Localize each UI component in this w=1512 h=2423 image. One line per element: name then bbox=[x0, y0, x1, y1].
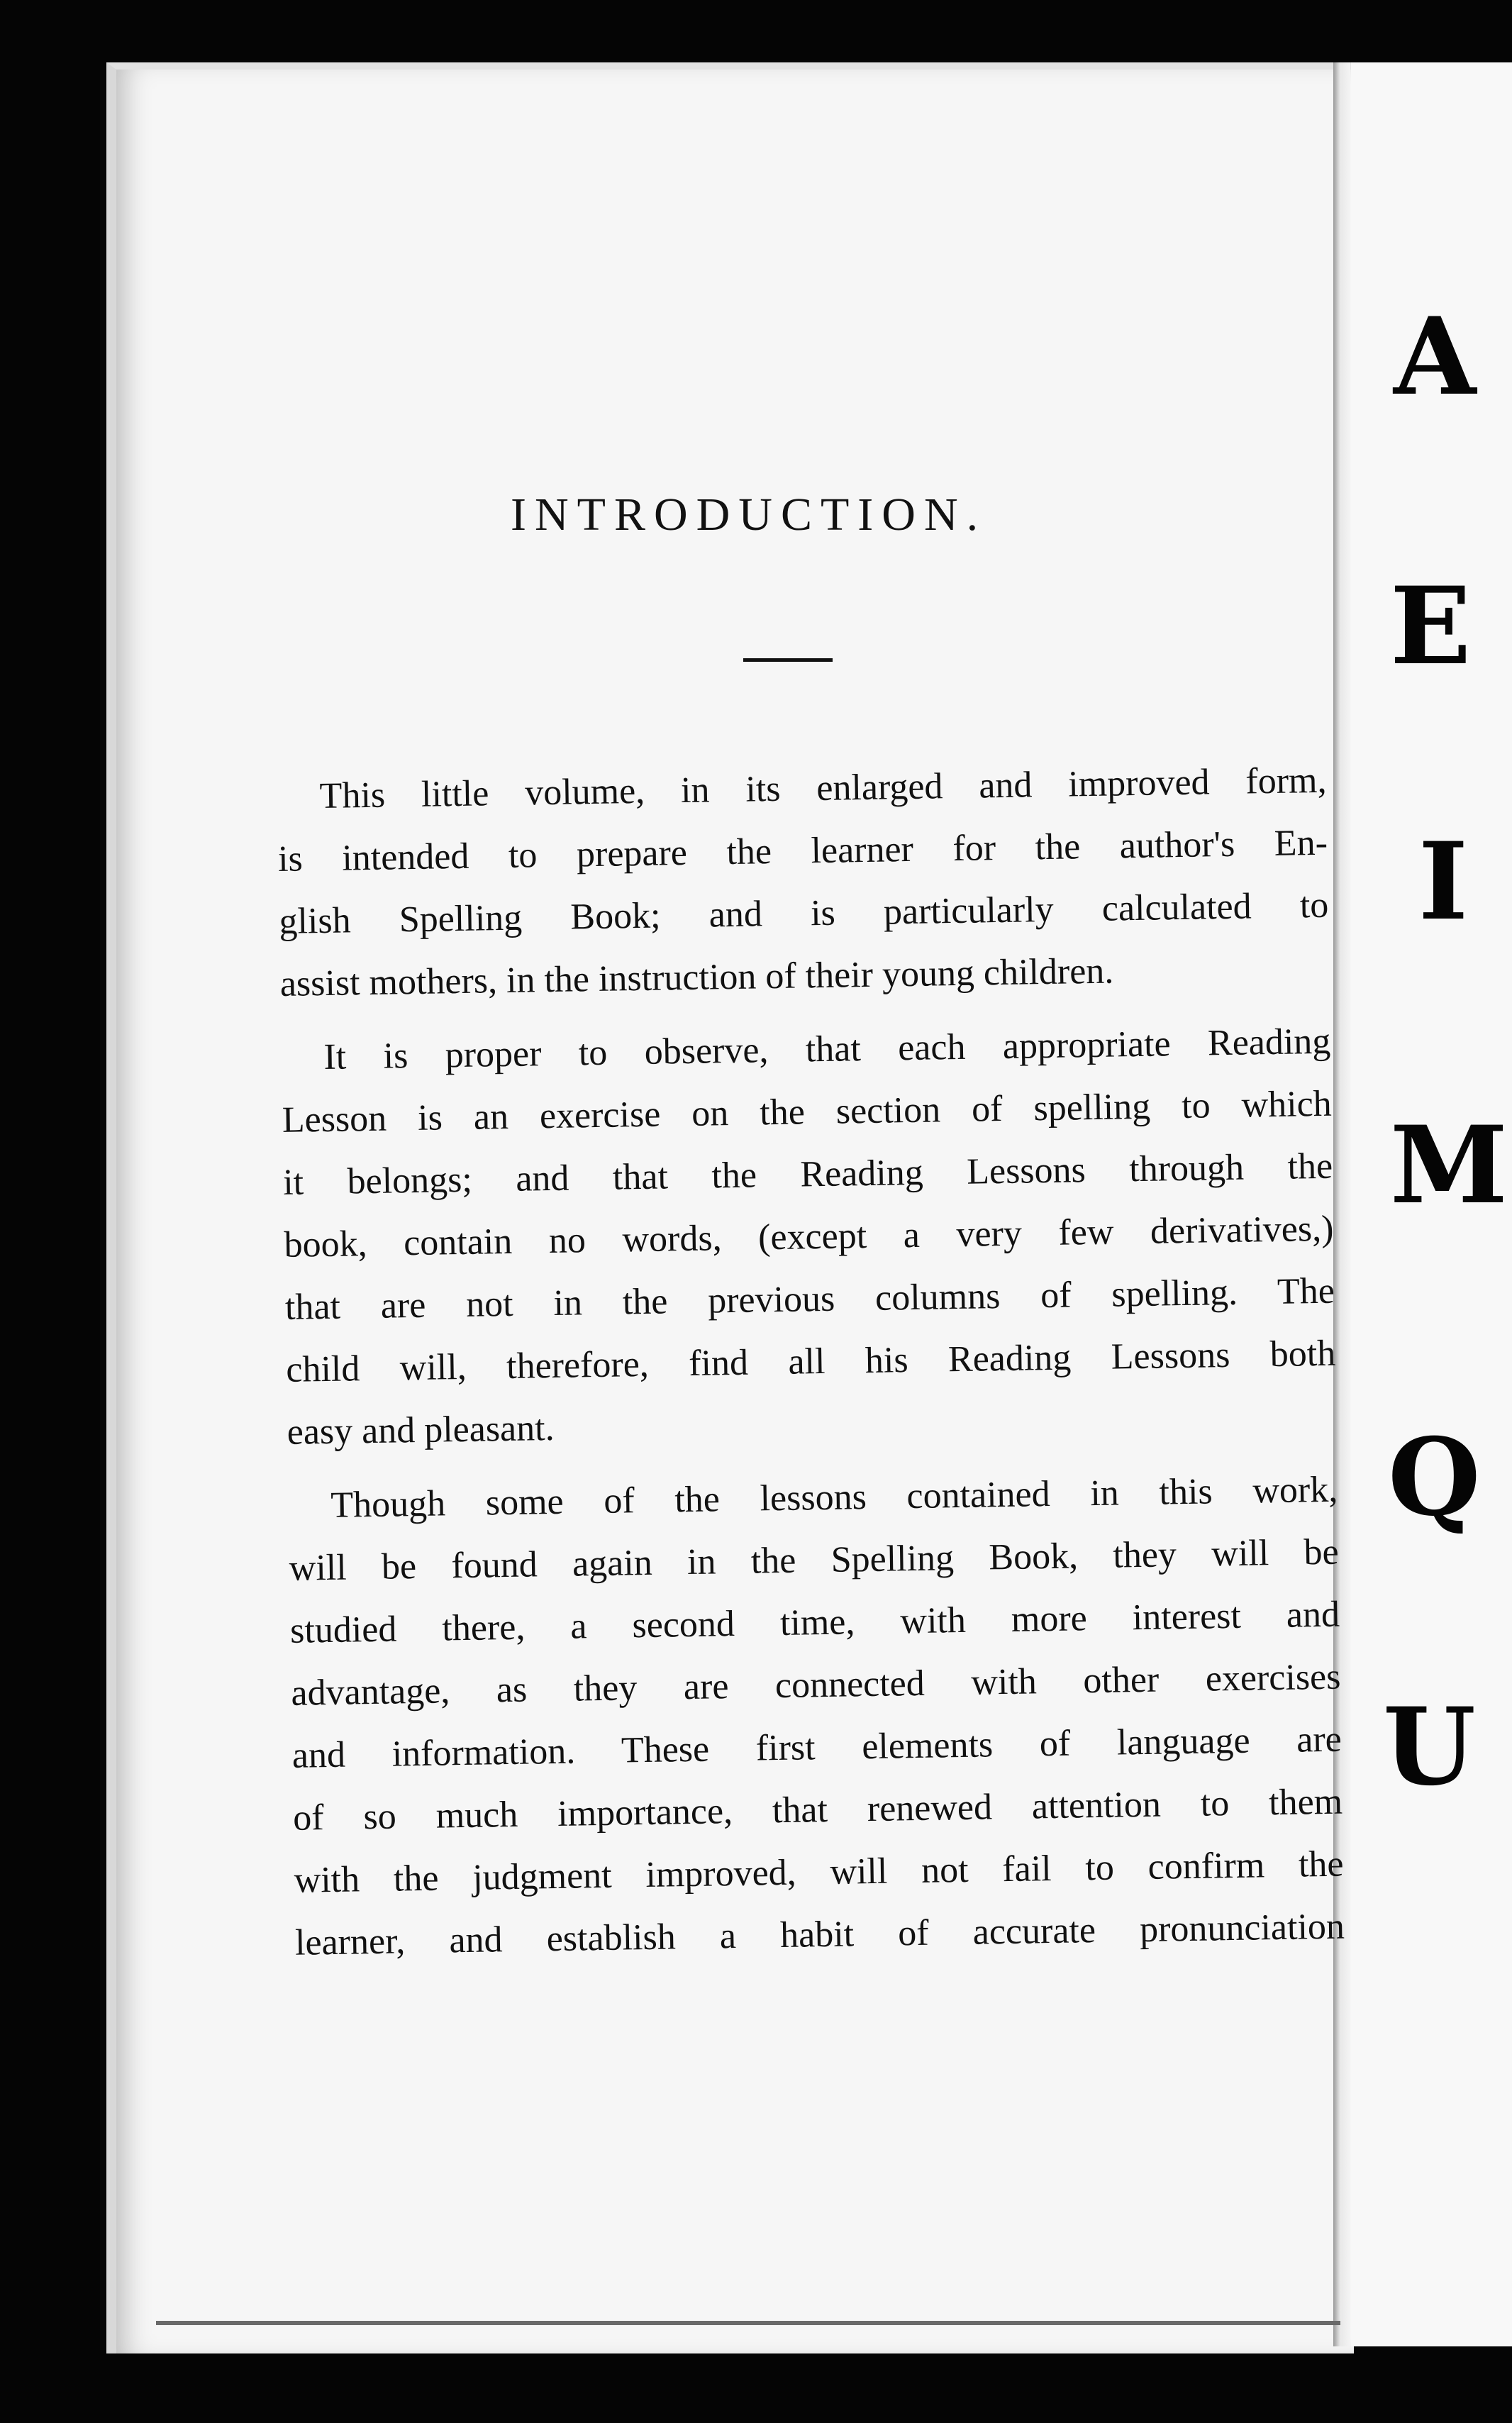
text-line: child will, therefore, find all his Reading Lessons both bbox=[285, 1333, 1336, 1390]
text-line: This little volume, in its enlarged and improved form, bbox=[319, 760, 1327, 817]
text-line: Lesson is an exercise on the section of spelling to which bbox=[282, 1083, 1333, 1141]
text-line: that are not in the previous columns of spelling. The bbox=[284, 1270, 1335, 1328]
text-line: learner, and establish a habit of accurate pronunciation bbox=[294, 1906, 1345, 1963]
right-page-letter: U bbox=[1383, 1685, 1476, 1809]
text-line: with the judgment improved, will not fail to confirm the bbox=[294, 1843, 1344, 1901]
text-line: book, contain no words, (except a very few derivatives,) bbox=[284, 1208, 1334, 1265]
text-line: and information. These first elements of language are bbox=[291, 1719, 1343, 1776]
heading-divider bbox=[743, 658, 833, 662]
text-line: glish Spelling Book; and is particularly calculated to bbox=[279, 885, 1329, 942]
text-line: will be found again in the Spelling Book, they will be bbox=[289, 1531, 1340, 1589]
paragraph-1 bbox=[277, 750, 1330, 1016]
text-line: easy and pleasant. bbox=[287, 1407, 555, 1453]
page-title: INTRODUCTION. bbox=[511, 489, 987, 540]
right-page-letter: M bbox=[1390, 1103, 1508, 1228]
text-line: advantage, as they are connected with other exercises bbox=[291, 1656, 1341, 1714]
page-bottom-edge bbox=[156, 2321, 1340, 2325]
text-line: of so much importance, that renewed attention to them bbox=[292, 1781, 1343, 1839]
paragraph-2 bbox=[281, 1011, 1337, 1464]
text-line: It is proper to observe, that each appropriate Reading bbox=[323, 1021, 1331, 1078]
right-page-letter: Q bbox=[1388, 1415, 1481, 1540]
right-page-letter: E bbox=[1390, 564, 1472, 689]
right-page-fragment bbox=[1351, 62, 1512, 2346]
text-line: assist mothers, in the instruction of their young children. bbox=[279, 950, 1114, 1004]
right-page-letter: I bbox=[1418, 819, 1469, 944]
text-line: is intended to prepare the learner for the author's En- bbox=[277, 822, 1328, 880]
text-line: Though some of the lessons contained in this work, bbox=[330, 1469, 1338, 1526]
text-line: it belongs; and that the Reading Lessons through the bbox=[282, 1146, 1333, 1203]
text-line: studied there, a second time, with more interest and bbox=[289, 1594, 1340, 1651]
paragraph-3 bbox=[288, 1459, 1345, 1975]
right-page-letter: A bbox=[1394, 294, 1477, 419]
body-text bbox=[277, 750, 1345, 1986]
book-gutter bbox=[1333, 62, 1350, 2346]
